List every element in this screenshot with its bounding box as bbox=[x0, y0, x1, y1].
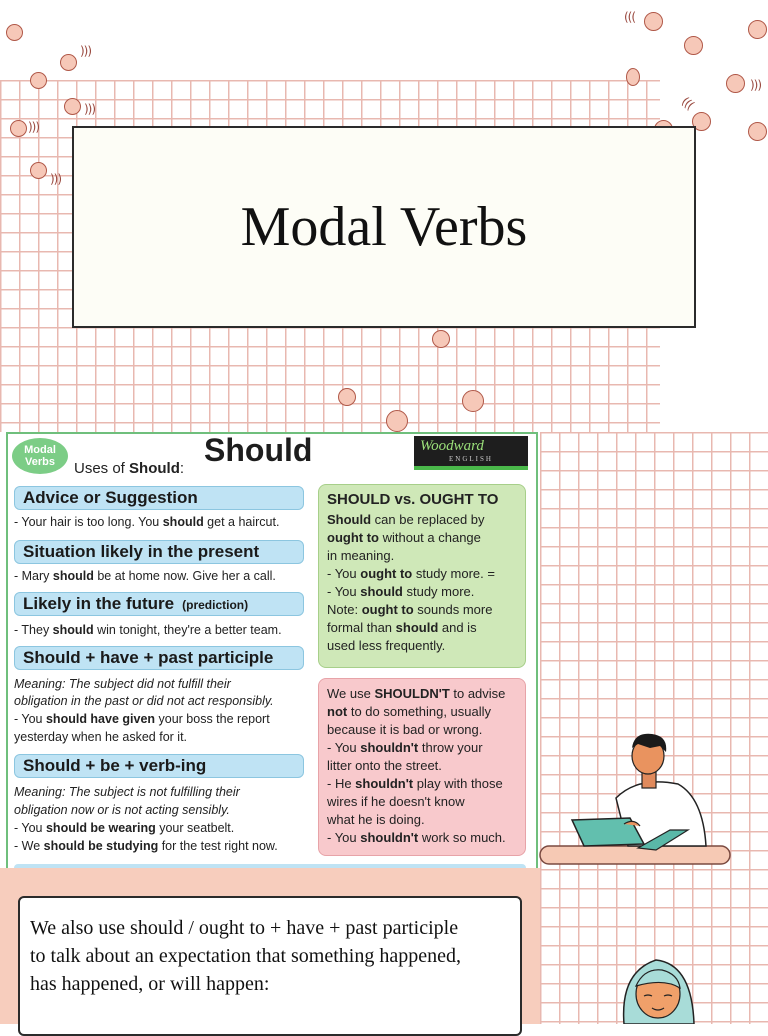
green-box-line: in meaning. bbox=[327, 548, 395, 563]
example-line: - You should be wearing your seatbelt. bbox=[14, 821, 235, 835]
infographic-heading: Should bbox=[204, 432, 313, 468]
note-line: has happened, or will happen: bbox=[30, 973, 270, 995]
meaning-line: obligation in the past or did not act responsibly. bbox=[14, 694, 274, 708]
pink-box-line: We use SHOULDN'T to advise bbox=[327, 686, 506, 701]
pink-box-line: wires if he doesn't know bbox=[327, 794, 465, 809]
green-box-line: formal than should and is bbox=[327, 620, 477, 635]
man-with-tablet-illustration bbox=[538, 726, 734, 868]
green-box-title: SHOULD vs. OUGHT TO bbox=[327, 491, 499, 508]
section-header-present: Situation likely in the present bbox=[14, 540, 304, 564]
pink-box-line: because it is bad or wrong. bbox=[327, 722, 483, 737]
note-card bbox=[18, 896, 522, 1036]
page-title: Modal Verbs bbox=[240, 196, 528, 258]
green-box-line: used less frequently. bbox=[327, 638, 446, 653]
green-box-line: - You should study more. bbox=[327, 584, 475, 599]
green-box-line: - You ought to study more. = bbox=[327, 566, 495, 581]
green-box-line: Note: ought to sounds more bbox=[327, 602, 493, 617]
pink-box-line: litter onto the street. bbox=[327, 758, 442, 773]
logo-bar bbox=[414, 466, 528, 470]
should-vs-ought-to-box bbox=[318, 484, 526, 668]
modal-verbs-badge: Modal Verbs bbox=[12, 438, 68, 474]
meaning-line: Meaning: The subject is not fulfilling their bbox=[14, 785, 240, 799]
note-line: We also use should / ought to + have + past participle bbox=[30, 917, 459, 939]
note-line: to talk about an expectation that something happened, bbox=[30, 945, 461, 967]
section-header-be-verb-ing: Should + be + verb-ing bbox=[14, 754, 304, 778]
example-line: - Your hair is too long. You should get a haircut. bbox=[14, 515, 280, 529]
example-line: yesterday when he asked for it. bbox=[14, 730, 188, 744]
uses-of-should: Uses of Should: bbox=[74, 460, 185, 477]
pink-box-line: not to do something, usually bbox=[327, 704, 492, 719]
should-infographic bbox=[6, 432, 538, 870]
example-line: - We should be studying for the test right now. bbox=[14, 839, 278, 853]
woman-in-hijab-illustration bbox=[614, 952, 704, 1024]
pink-box-line: - You shouldn't work so much. bbox=[327, 830, 506, 845]
section-header-future: Likely in the future (prediction) bbox=[14, 592, 304, 616]
pink-box-line: what he is doing. bbox=[327, 812, 425, 827]
pink-box-line: - He shouldn't play with those bbox=[327, 776, 503, 791]
title-card bbox=[72, 126, 696, 328]
example-line: - You should have given your boss the report bbox=[14, 712, 270, 726]
example-line: - Mary should be at home now. Give her a call. bbox=[14, 569, 276, 583]
woodward-logo: Woodward ENGLISH bbox=[414, 436, 528, 466]
example-line: - They should win tonight, they're a better team. bbox=[14, 623, 282, 637]
green-box-line: ought to without a change bbox=[327, 530, 481, 545]
green-box-line: Should can be replaced by bbox=[327, 512, 485, 527]
section-header-advice: Advice or Suggestion bbox=[14, 486, 304, 510]
section-header-have-past-participle: Should + have + past participle bbox=[14, 646, 304, 670]
shouldnt-box bbox=[318, 678, 526, 856]
meaning-line: obligation now or is not acting sensibly. bbox=[14, 803, 230, 817]
pink-box-line: - You shouldn't throw your bbox=[327, 740, 483, 755]
meaning-line: Meaning: The subject did not fulfill their bbox=[14, 677, 231, 691]
